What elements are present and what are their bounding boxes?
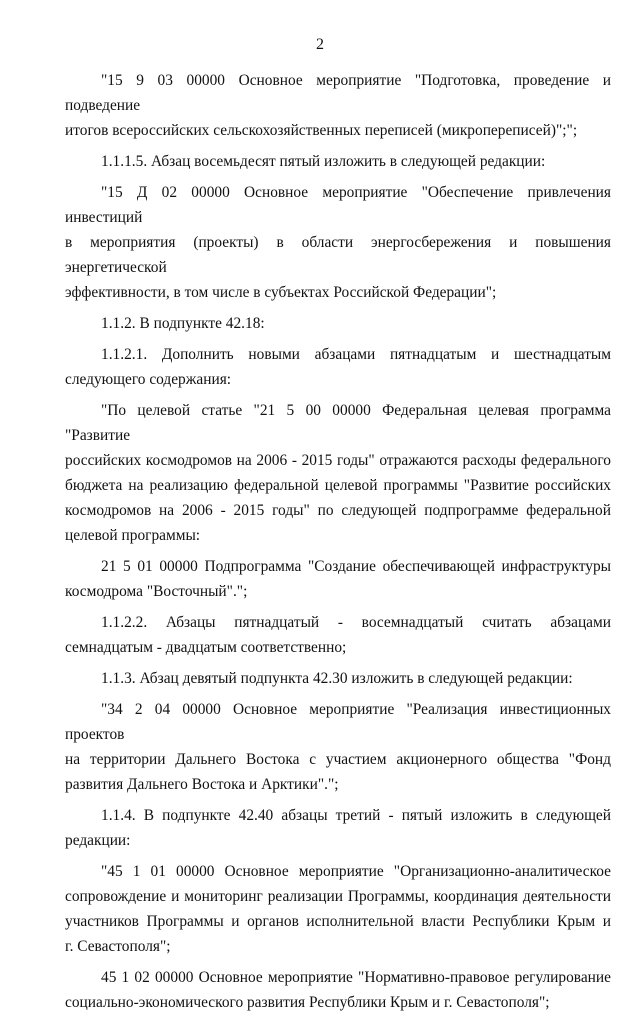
paragraph-line: семнадцатым - двадцатым соответственно; [65, 639, 347, 656]
paragraph-line: 1.1.2.1. Дополнить новыми абзацами пятнадцатым и шестнадцатым [101, 346, 611, 363]
paragraph-line: "15 Д 02 00000 Основное мероприятие "Обеспечение привлечения инвестиций [65, 184, 611, 226]
paragraph-line: редакции: [65, 832, 131, 849]
paragraph [65, 610, 611, 660]
paragraph-line: бюджета на реализацию федеральной целевой программы "Развитие российских [65, 477, 611, 494]
paragraph [65, 149, 611, 174]
paragraph-line: "34 2 04 00000 Основное мероприятие "Реализация инвестиционных проектов [65, 701, 611, 743]
paragraph [65, 554, 611, 604]
paragraph-line: 1.1.2.2. Абзацы пятнадцатый - восемнадцатый считать абзацами [101, 614, 611, 631]
paragraph-line: на территории Дальнего Востока с участием акционерного общества "Фонд [65, 751, 611, 768]
paragraph [65, 803, 611, 853]
paragraph [65, 311, 611, 336]
paragraph [65, 398, 611, 548]
paragraph-line: в мероприятия (проекты) в области энергосбережения и повышения энергетической [65, 234, 611, 276]
paragraph-line: космодромов на 2006 - 2015 годы" по следующей подпрограмме федеральной [65, 502, 611, 519]
paragraph-line: эффективности, в том числе в субъектах Российской Федерации"; [65, 284, 497, 301]
paragraph-line: 21 5 01 00000 Подпрограмма "Создание обеспечивающей инфраструктуры [101, 558, 611, 575]
paragraph-line: 1.1.2. В подпункте 42.18: [101, 315, 265, 332]
document-body [65, 68, 611, 1021]
paragraph [65, 965, 611, 1015]
paragraph-line: сопровождение и мониторинг реализации Программы, координация деятельности [65, 888, 611, 905]
paragraph-line: 45 1 02 00000 Основное мероприятие "Нормативно-правовое регулирование [101, 969, 611, 986]
paragraph [65, 697, 611, 797]
paragraph-line: "15 9 03 00000 Основное мероприятие "Подготовка, проведение и подведение [65, 72, 611, 114]
paragraph-line: развития Дальнего Востока и Арктики"."; [65, 776, 339, 793]
paragraph [65, 180, 611, 305]
paragraph-line: г. Севастополя"; [65, 938, 171, 955]
paragraph-line: следующего содержания: [65, 371, 232, 388]
paragraph [65, 342, 611, 392]
paragraph-line: космодрома "Восточный"."; [65, 583, 248, 600]
paragraph-line: "45 1 01 00000 Основное мероприятие "Организационно-аналитическое [101, 863, 611, 880]
paragraph-line: участников Программы и органов исполнительной власти Республики Крым и [65, 913, 611, 930]
paragraph-line: 1.1.4. В подпункте 42.40 абзацы третий - пятый изложить в следующей [101, 807, 611, 824]
paragraph-line: "По целевой статье "21 5 00 00000 Федеральная целевая программа "Развитие [65, 402, 611, 444]
paragraph-line: 1.1.3. Абзац девятый подпункта 42.30 изложить в следующей редакции: [101, 670, 573, 687]
paragraph-line: 1.1.1.5. Абзац восемьдесят пятый изложить в следующей редакции: [101, 153, 546, 170]
paragraph-line: социально-экономического развития Республики Крым и г. Севастополя"; [65, 994, 550, 1011]
paragraph-line: итогов всероссийских сельскохозяйственных переписей (микропереписей)";"; [65, 122, 578, 139]
paragraph-line: целевой программы: [65, 527, 201, 544]
paragraph-line: российских космодромов на 2006 - 2015 годы" отражаются расходы федерального [65, 452, 611, 469]
paragraph [65, 859, 611, 959]
paragraph [65, 666, 611, 691]
paragraph [65, 68, 611, 143]
page-number: 2 [316, 36, 324, 53]
